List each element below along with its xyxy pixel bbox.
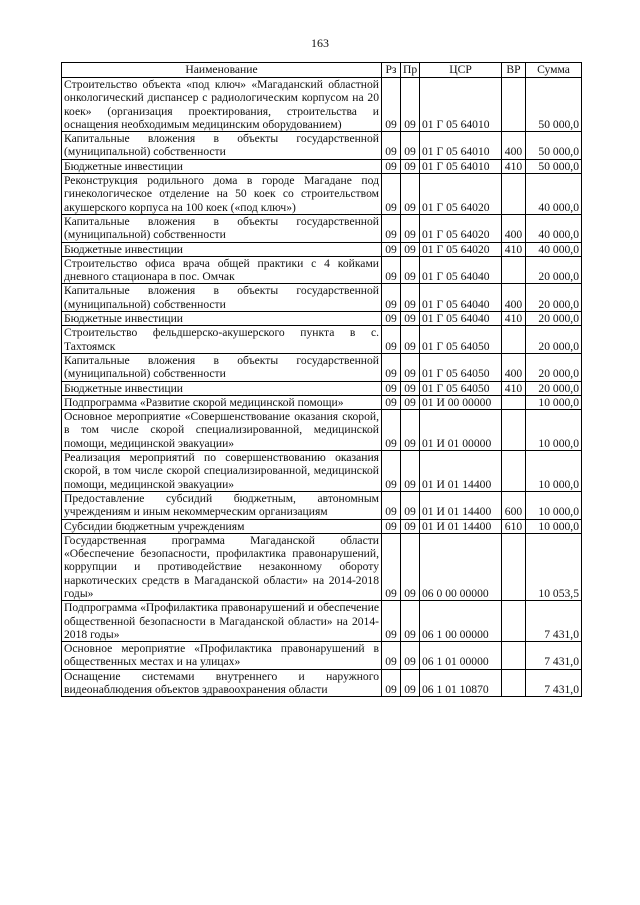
header-rz: Рз [382,63,401,78]
cell-csr: 06 1 01 10870 [420,669,502,697]
cell-pr: 09 [401,284,420,312]
cell-sum: 20 000,0 [526,256,582,284]
cell-rz: 09 [382,214,401,242]
cell-sum: 20 000,0 [526,312,582,326]
cell-vr [502,78,526,132]
cell-sum: 7 431,0 [526,642,582,670]
cell-rz: 09 [382,159,401,173]
table-row [62,159,582,173]
table-row [62,601,582,642]
cell-pr: 09 [401,410,420,451]
cell-pr: 09 [401,353,420,381]
cell-sum: 50 000,0 [526,159,582,173]
cell-rz: 09 [382,533,401,600]
cell-rz: 09 [382,410,401,451]
budget-table [61,62,582,697]
cell-vr [502,174,526,215]
cell-csr: 01 Г 05 64050 [420,326,502,354]
cell-pr: 09 [401,381,420,395]
cell-sum: 50 000,0 [526,132,582,160]
cell-csr: 01 И 01 14400 [420,491,502,519]
cell-pr: 09 [401,256,420,284]
cell-vr [502,669,526,697]
cell-csr: 01 Г 05 64010 [420,159,502,173]
cell-sum: 10 000,0 [526,451,582,492]
cell-sum: 20 000,0 [526,326,582,354]
cell-name: Бюджетные инвестиции [62,381,382,395]
cell-pr: 09 [401,214,420,242]
cell-rz: 09 [382,642,401,670]
cell-rz: 09 [382,132,401,160]
cell-rz: 09 [382,242,401,256]
cell-name: Субсидии бюджетным учреждениям [62,519,382,533]
cell-csr: 01 Г 05 64040 [420,256,502,284]
table-row [62,242,582,256]
cell-name: Капитальные вложения в объекты государственной (муниципальной) собственности [62,214,382,242]
cell-pr: 09 [401,451,420,492]
table-row [62,132,582,160]
cell-rz: 09 [382,284,401,312]
cell-vr [502,533,526,600]
cell-csr: 01 И 01 14400 [420,451,502,492]
cell-name: Бюджетные инвестиции [62,312,382,326]
cell-pr: 09 [401,533,420,600]
cell-sum: 40 000,0 [526,242,582,256]
cell-pr: 09 [401,669,420,697]
cell-csr: 01 Г 05 64040 [420,312,502,326]
cell-rz: 09 [382,381,401,395]
page-number: 163 [311,36,329,50]
cell-rz: 09 [382,669,401,697]
cell-vr: 410 [502,242,526,256]
cell-csr: 01 Г 05 64010 [420,78,502,132]
cell-vr: 400 [502,353,526,381]
cell-vr [502,326,526,354]
cell-vr: 410 [502,312,526,326]
table-row [62,284,582,312]
cell-vr [502,256,526,284]
cell-name: Государственная программа Магаданской области «Обеспечение безопасности, профилактика правонарушений, коррупции и противодействие незаконному обороту наркотических средств в Магаданской области» на 2014-2018 годы» [62,533,382,600]
cell-vr: 400 [502,214,526,242]
table-row [62,519,582,533]
cell-rz: 09 [382,395,401,409]
cell-vr: 610 [502,519,526,533]
cell-pr: 09 [401,312,420,326]
table-row [62,451,582,492]
table-body [62,78,582,697]
cell-csr: 01 Г 05 64020 [420,214,502,242]
cell-vr [502,642,526,670]
cell-sum: 50 000,0 [526,78,582,132]
cell-name: Основное мероприятие «Совершенствование оказания скорой, в том числе скорой специализированной, медицинской помощи, медицинской эвакуации» [62,410,382,451]
cell-name: Строительство офиса врача общей практики с 4 койками дневного стационара в пос. Омчак [62,256,382,284]
cell-vr: 600 [502,491,526,519]
cell-rz: 09 [382,256,401,284]
cell-name: Капитальные вложения в объекты государственной (муниципальной) собственности [62,284,382,312]
cell-csr: 01 Г 05 64040 [420,284,502,312]
cell-csr: 06 1 00 00000 [420,601,502,642]
table-row [62,642,582,670]
cell-csr: 01 Г 05 64020 [420,242,502,256]
cell-name: Оснащение системами внутреннего и наружного видеонаблюдения объектов здравоохранения области [62,669,382,697]
header-pr: Пр [401,63,420,78]
cell-sum: 20 000,0 [526,353,582,381]
header-name: Наименование [62,63,382,78]
table-row [62,312,582,326]
table-row [62,381,582,395]
cell-rz: 09 [382,353,401,381]
table-row [62,214,582,242]
cell-sum: 10 000,0 [526,395,582,409]
cell-pr: 09 [401,519,420,533]
cell-csr: 06 1 01 00000 [420,642,502,670]
header-csr: ЦСР [420,63,502,78]
cell-sum: 7 431,0 [526,669,582,697]
table-row [62,353,582,381]
cell-vr [502,410,526,451]
cell-rz: 09 [382,451,401,492]
cell-csr: 01 Г 05 64050 [420,381,502,395]
cell-sum: 10 000,0 [526,410,582,451]
cell-rz: 09 [382,491,401,519]
cell-name: Предоставление субсидий бюджетным, автономным учреждениям и иным некоммерческим организациям [62,491,382,519]
cell-sum: 40 000,0 [526,174,582,215]
table-row [62,326,582,354]
cell-csr: 01 И 01 14400 [420,519,502,533]
cell-csr: 01 Г 05 64050 [420,353,502,381]
cell-name: Строительство объекта «под ключ» «Магаданский областной онкологический диспансер с радиологическим корпусом на 20 коек» (организация проектирования, строительства и оснащения необходимым медицинским оборудованием) [62,78,382,132]
cell-vr: 410 [502,159,526,173]
table-row [62,174,582,215]
cell-pr: 09 [401,326,420,354]
cell-rz: 09 [382,326,401,354]
cell-vr [502,451,526,492]
cell-name: Бюджетные инвестиции [62,242,382,256]
table-row [62,669,582,697]
cell-rz: 09 [382,601,401,642]
cell-pr: 09 [401,159,420,173]
cell-sum: 10 053,5 [526,533,582,600]
table-row [62,78,582,132]
cell-pr: 09 [401,601,420,642]
cell-vr: 400 [502,132,526,160]
cell-pr: 09 [401,132,420,160]
cell-csr: 01 И 00 00000 [420,395,502,409]
cell-pr: 09 [401,242,420,256]
header-sum: Сумма [526,63,582,78]
table-row [62,256,582,284]
cell-pr: 09 [401,174,420,215]
cell-pr: 09 [401,395,420,409]
cell-pr: 09 [401,642,420,670]
cell-rz: 09 [382,174,401,215]
cell-sum: 10 000,0 [526,491,582,519]
cell-name: Капитальные вложения в объекты государственной (муниципальной) собственности [62,132,382,160]
cell-sum: 20 000,0 [526,284,582,312]
cell-vr: 410 [502,381,526,395]
table-row [62,533,582,600]
cell-rz: 09 [382,78,401,132]
table-row [62,410,582,451]
cell-pr: 09 [401,491,420,519]
cell-name: Бюджетные инвестиции [62,159,382,173]
cell-rz: 09 [382,519,401,533]
cell-rz: 09 [382,312,401,326]
cell-vr [502,395,526,409]
table-row [62,395,582,409]
cell-csr: 01 И 01 00000 [420,410,502,451]
header-vr: ВР [502,63,526,78]
cell-vr [502,601,526,642]
table-row [62,491,582,519]
cell-csr: 01 Г 05 64020 [420,174,502,215]
cell-vr: 400 [502,284,526,312]
cell-sum: 20 000,0 [526,381,582,395]
table-header-row [62,63,582,78]
cell-name: Основное мероприятие «Профилактика правонарушений в общественных местах и на улицах» [62,642,382,670]
cell-csr: 01 Г 05 64010 [420,132,502,160]
cell-name: Подпрограмма «Профилактика правонарушений и обеспечение общественной безопасности в Магаданской области» на 2014-2018 годы» [62,601,382,642]
cell-name: Строительство фельдшерско-акушерского пункта в с. Тахтоямск [62,326,382,354]
cell-sum: 10 000,0 [526,519,582,533]
cell-pr: 09 [401,78,420,132]
cell-name: Реализация мероприятий по совершенствованию оказания скорой, в том числе скорой специализированной, медицинской помощи, медицинской эвакуации» [62,451,382,492]
cell-sum: 40 000,0 [526,214,582,242]
cell-sum: 7 431,0 [526,601,582,642]
cell-csr: 06 0 00 00000 [420,533,502,600]
cell-name: Подпрограмма «Развитие скорой медицинской помощи» [62,395,382,409]
cell-name: Реконструкция родильного дома в городе Магадане под гинекологическое отделение на 50 коек со строительством акушерского корпуса на 100 коек («под ключ») [62,174,382,215]
cell-name: Капитальные вложения в объекты государственной (муниципальной) собственности [62,353,382,381]
